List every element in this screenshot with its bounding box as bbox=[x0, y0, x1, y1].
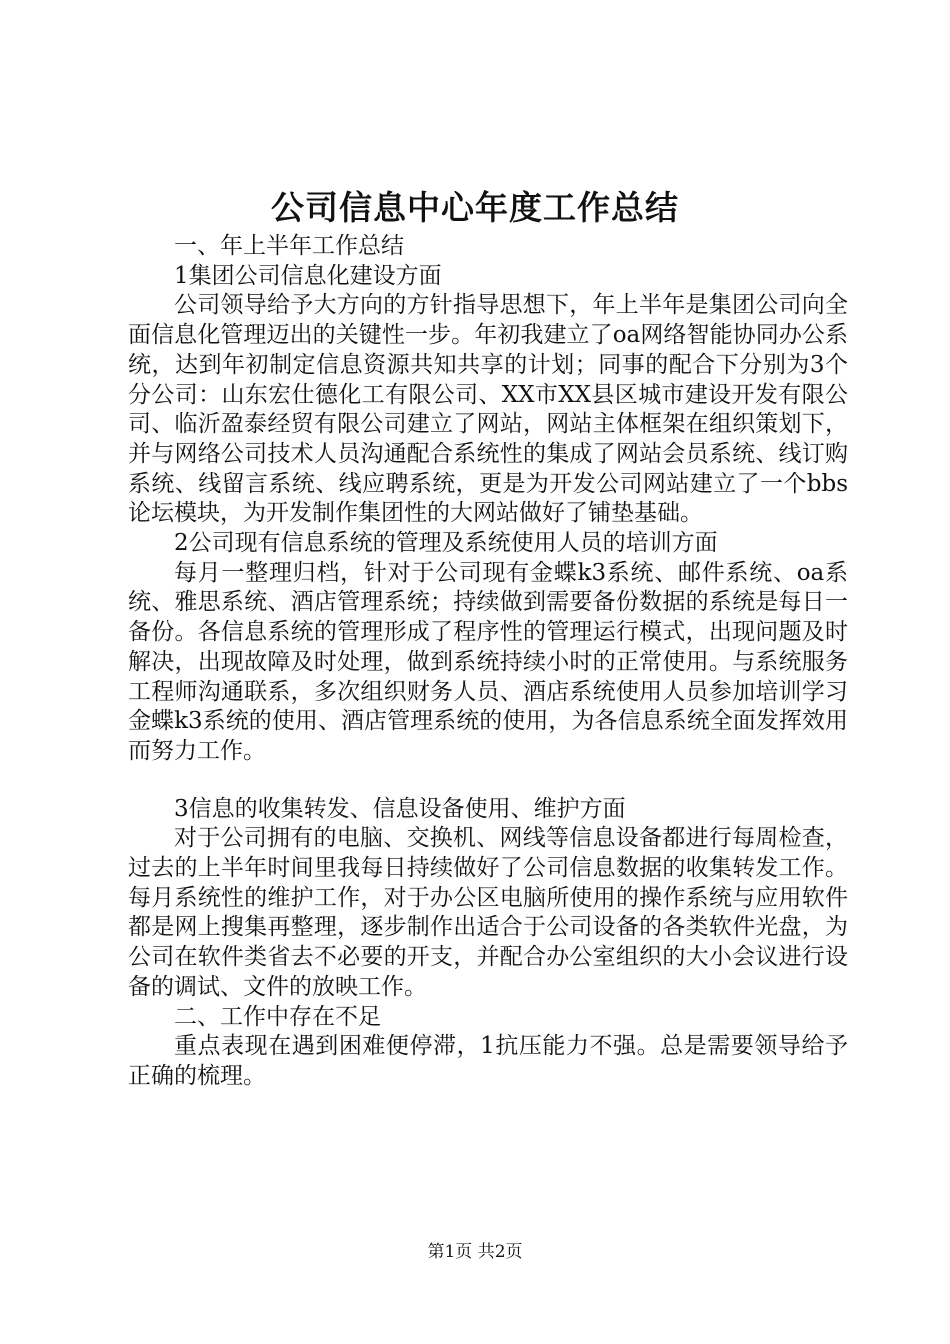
document-body bbox=[128, 232, 848, 1092]
paragraph-shortcomings: 重点表现在遇到困难便停滞，1抗压能力不强。总是需要领导给予正确的梳理。 bbox=[128, 1033, 848, 1089]
paragraph-system-management: 每月一整理归档，针对于公司现有金蝶k3系统、邮件系统、oa系统、雅思系统、酒店管理系统；持续做到需要备份数据的系统是每日一备份。各信息系统的管理形成了程序性的管理运行模式，出现问题及时解决，出现故障及时处理，做到系统持续小时的正常使用。与系统服务工程师沟通联系，多次组织财务人员、酒店系统使用人员参加培训学习金蝶k3系统的使用、酒店管理系统的使用，为各信息系统全面发挥效用而努力工作。 bbox=[128, 559, 848, 764]
document-title: 公司信息中心年度工作总结 bbox=[271, 188, 679, 227]
subheading-equipment: 3信息的收集转发、信息设备使用、维护方面 bbox=[174, 795, 626, 822]
section-heading-shortcomings: 二、工作中存在不足 bbox=[174, 1003, 381, 1030]
subheading-informatization: 1集团公司信息化建设方面 bbox=[174, 262, 442, 289]
subheading-system-management: 2公司现有信息系统的管理及系统使用人员的培训方面 bbox=[174, 530, 718, 557]
page-number-footer: 第1页 共2页 bbox=[427, 1242, 523, 1262]
paragraph-informatization: 公司领导给予大方向的方针指导思想下，年上半年是集团公司向全面信息化管理迈出的关键性一步。年初我建立了oa网络智能协同办公系统，达到年初制定信息资源共知共享的计划；同事的配合下分别为3个分公司：山东宏仕德化工有限公司、XX市XX县区城市建设开发有限公司、临沂盈泰经贸有限公司建立了网站，网站主体框架在组织策划下，并与网络公司技术人员沟通配合系统性的集成了网站会员系统、线订购系统、线留言系统、线应聘系统，更是为开发公司网站建立了一个bbs论坛模块，为开发制作集团性的大网站做好了铺垫基础。 bbox=[128, 292, 848, 527]
section-heading-first-half: 一、年上半年工作总结 bbox=[174, 233, 404, 259]
paragraph-equipment: 对于公司拥有的电脑、交换机、网线等信息设备都进行每周检查，过去的上半年时间里我每日持续做好了公司信息数据的收集转发工作。每月系统性的维护工作，对于办公区电脑所使用的操作系统与应用软件都是网上搜集再整理，逐步制作出适合于公司设备的各类软件光盘，为公司在软件类省去不必要的开支，并配合办公室组织的大小会议进行设备的调试、文件的放映工作。 bbox=[128, 825, 848, 1000]
